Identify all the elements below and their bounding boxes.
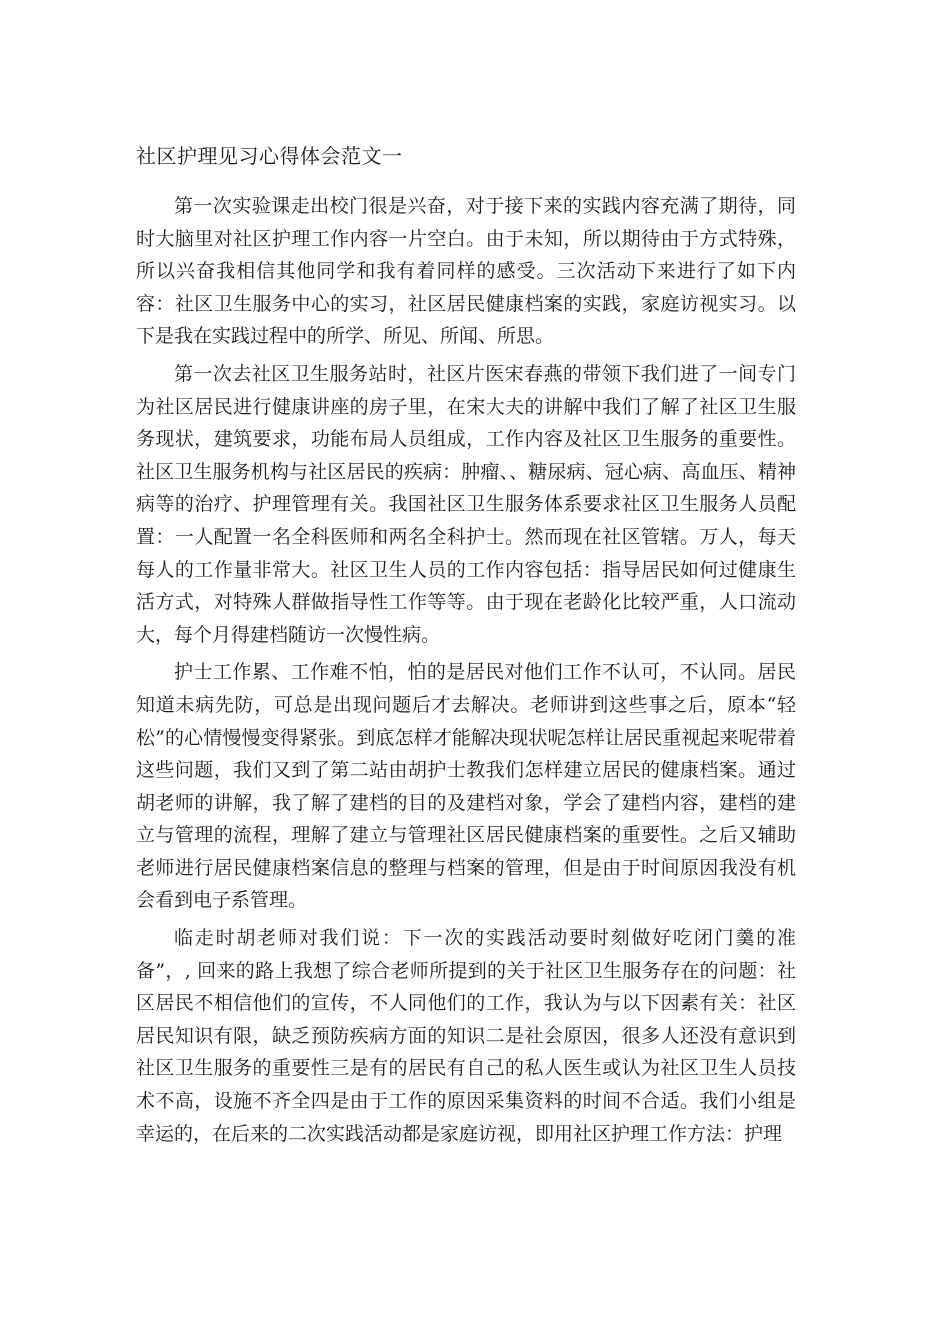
document-title: 社区护理见习心得体会范文一	[136, 144, 403, 168]
paragraph-3: 护士工作累、工作难不怕，怕的是居民对他们工作不认可，不认同。居民知道未病先防，可总是出现问题后才去解决。老师讲到这些事之后，原本“轻松”的心情慢慢变得紧张。到底怎样才能解决现状呢怎样让居民重视起来呢带着这些问题，我们又到了第二站由胡护士教我们怎样建立居民的健康档案。通过胡老师的讲解，我了解了建档的目的及建档对象，学会了建档内容，建档的建立与管理的流程，理解了建立与管理社区居民健康档案的重要性。之后又辅助老师进行居民健康档案信息的整理与档案的管理，但是由于时间原因我没有机会看到电子系管理。	[136, 661, 796, 912]
paragraph-1: 第一次实验课走出校门很是兴奋，对于接下来的实践内容充满了期待，同时大脑里对社区护理工作内容一片空白。由于未知，所以期待由于方式特殊，所以兴奋我相信其他同学和我有着同样的感受。三次活动下来进行了如下内容：社区卫生服务中心的实习，社区居民健康档案的实践，家庭访视实习。以下是我在实践过程中的所学、所见、所闻、所思。	[136, 195, 796, 348]
paragraph-4: 临走时胡老师对我们说：下一次的实践活动要时刻做好吃闭门羹的准备”，, 回来的路上我想了综合老师所提到的关于社区卫生服务存在的问题：社区居民不相信他们的宣传，不人同他们的工作，我认为与以下因素有关：社区居民知识有限，缺乏预防疾病方面的知识二是社会原因，很多人还没有意识到社区卫生服务的重要性三是有的居民有自己的私人医生或认为社区卫生人员技术不高，设施不齐全四是由于工作的原因采集资料的时间不合适。我们小组是幸运的，在后来的二次实践活动都是家庭访视，即用社区护理工作方法：护理	[136, 927, 796, 1145]
document-body	[136, 190, 796, 1155]
paragraph-2: 第一次去社区卫生服务站时，社区片医宋春燕的带领下我们进了一间专门为社区居民进行健康讲座的房子里，在宋大夫的讲解中我们了解了社区卫生服务现状，建筑要求，功能布局人员组成，工作内容及社区卫生服务的重要性。社区卫生服务机构与社区居民的疾病：肿瘤、、糖尿病、冠心病、高血压、精神病等的治疗、护理管理有关。我国社区卫生服务体系要求社区卫生服务人员配置：一人配置一名全科医师和两名全科护士。然而现在社区管辖。万人，每天每人的工作量非常大。社区卫生人员的工作内容包括：指导居民如何过健康生活方式，对特殊人群做指导性工作等等。由于现在老龄化比较严重，人口流动大，每个月得建档随访一次慢性病。	[136, 362, 796, 646]
